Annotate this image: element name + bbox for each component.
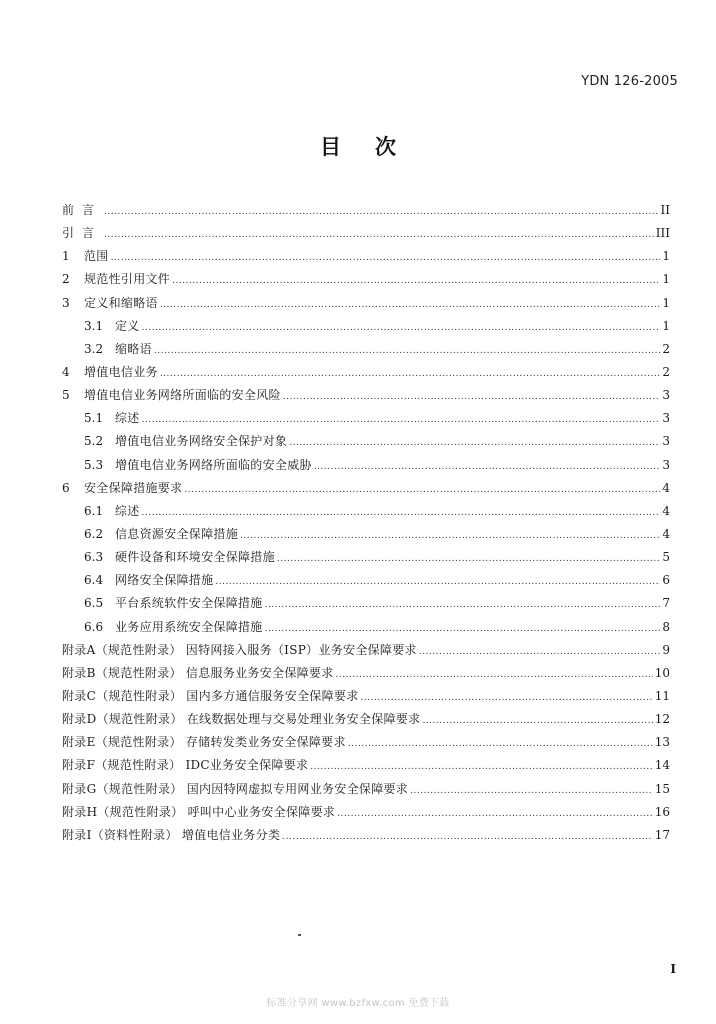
toc-leader-dots xyxy=(104,201,659,224)
toc-entry-page: 8 xyxy=(662,619,670,634)
toc-entry-number: 6.4 xyxy=(84,573,104,588)
toc-entry-page: 10 xyxy=(654,665,670,680)
toc-entry-number: 5 xyxy=(62,388,70,403)
toc-entry-label: 附录H（规范性附录） 呼叫中心业务安全保障要求 xyxy=(62,804,336,819)
toc-entry-page: 12 xyxy=(654,712,670,727)
toc-leader-dots xyxy=(142,409,661,432)
toc-entry[interactable] xyxy=(62,778,670,801)
toc-leader-dots xyxy=(310,756,652,779)
toc-leader-dots xyxy=(282,826,652,849)
toc-entry-label: 附录B（规范性附录） 信息服务业务安全保障要求 xyxy=(62,665,334,680)
toc-entry-label: 网络安全保障措施 xyxy=(115,573,214,588)
toc-entry[interactable] xyxy=(62,731,670,754)
toc-leader-dots xyxy=(348,733,653,756)
toc-leader-dots xyxy=(337,803,653,826)
toc-entry-page: 6 xyxy=(662,573,670,588)
toc-entry-number: 6.3 xyxy=(84,550,104,565)
toc-leader-dots xyxy=(361,687,653,710)
toc-leader-dots xyxy=(142,317,661,340)
toc-leader-dots xyxy=(154,340,660,363)
toc-leader-dots xyxy=(215,571,660,594)
toc-entry-page: 17 xyxy=(654,827,670,842)
toc-entry-number: 6.5 xyxy=(84,596,104,611)
toc-leader-dots xyxy=(104,224,654,247)
toc-leader-dots xyxy=(184,479,660,502)
toc-entry-page: 4 xyxy=(662,526,670,541)
toc-entry-page: 4 xyxy=(662,480,670,495)
toc-entry-label: 附录D（规范性附录） 在线数据处理与交易处理业务安全保障要求 xyxy=(62,712,421,727)
toc-leader-dots xyxy=(289,432,660,455)
toc-entry[interactable] xyxy=(62,500,670,523)
toc-entry-label: 前言 xyxy=(62,203,103,217)
toc-leader-dots xyxy=(160,363,661,386)
toc-entry-page: 16 xyxy=(654,804,670,819)
toc-entry-label: 缩略语 xyxy=(115,341,152,356)
toc-entry-page: 1 xyxy=(662,318,670,333)
toc-entry-page: 1 xyxy=(662,295,670,310)
toc-entry-label: 附录A（规范性附录） 因特网接入服务（ISP）业务安全保障要求 xyxy=(62,642,417,657)
toc-entry-label: 附录C（规范性附录） 国内多方通信服务安全保障要求 xyxy=(62,688,359,703)
toc-entry-label: 平台系统软件安全保障措施 xyxy=(115,596,263,611)
toc-entry[interactable] xyxy=(62,523,670,546)
toc-entry-label: 定义 xyxy=(115,318,140,333)
toc-entry-page: 2 xyxy=(662,341,670,356)
toc-leader-dots xyxy=(277,548,660,571)
toc-entry-page: 3 xyxy=(662,457,670,472)
toc-entry-label: 增值电信业务网络所面临的安全风险 xyxy=(84,388,281,403)
toc-entry-page: 2 xyxy=(662,364,670,379)
toc-entry-label: 业务应用系统安全保障措施 xyxy=(115,619,263,634)
toc-entry-label: 安全保障措施要求 xyxy=(84,480,183,495)
toc-entry-label: 信息资源安全保障措施 xyxy=(115,526,239,541)
toc-entry-page: 1 xyxy=(662,272,670,287)
toc-leader-dots xyxy=(111,247,661,270)
toc-entry-label: 定义和缩略语 xyxy=(84,295,158,310)
toc-entry-number: 3 xyxy=(62,295,70,310)
toc-leader-dots xyxy=(265,594,661,617)
table-of-contents xyxy=(62,199,670,847)
toc-entry[interactable] xyxy=(62,361,670,384)
toc-entry-number: 1 xyxy=(62,249,70,264)
toc-leader-dots xyxy=(419,641,661,664)
toc-leader-dots xyxy=(142,502,661,525)
toc-entry-label: 规范性引用文件 xyxy=(84,272,171,287)
toc-entry[interactable] xyxy=(62,754,670,777)
toc-entry-page: 7 xyxy=(662,596,670,611)
toc-entry-number: 2 xyxy=(62,272,70,287)
toc-entry-number: 6 xyxy=(62,480,70,495)
page-title: 目次 xyxy=(320,135,430,159)
toc-entry[interactable] xyxy=(62,477,670,500)
watermark: 标准分享网 www.bzfxw.com 免费下载 xyxy=(266,998,450,1009)
toc-leader-dots xyxy=(265,618,661,641)
toc-entry[interactable] xyxy=(62,338,670,361)
toc-leader-dots xyxy=(422,710,652,733)
toc-entry[interactable] xyxy=(62,268,670,291)
toc-entry-page: 15 xyxy=(654,781,670,796)
toc-entry[interactable] xyxy=(62,222,670,245)
toc-entry-number: 5.1 xyxy=(84,411,104,426)
toc-entry-label: 综述 xyxy=(115,503,140,518)
toc-entry-number: 3.1 xyxy=(84,318,104,333)
toc-entry-label: 硬件设备和环境安全保障措施 xyxy=(115,550,275,565)
toc-entry[interactable] xyxy=(62,639,670,662)
toc-entry-label: 引言 xyxy=(62,226,103,241)
toc-entry-number: 3.2 xyxy=(84,341,104,356)
toc-entry[interactable] xyxy=(62,245,670,268)
toc-leader-dots xyxy=(283,386,661,409)
toc-entry[interactable] xyxy=(62,407,670,430)
toc-entry-label: 增值电信业务网络安全保护对象 xyxy=(115,434,288,449)
toc-entry[interactable] xyxy=(62,430,670,453)
scan-mark xyxy=(298,934,301,936)
toc-entry-label: 附录E（规范性附录） 存储转发类业务安全保障要求 xyxy=(62,735,346,750)
toc-entry-number: 5.3 xyxy=(84,457,104,472)
toc-leader-dots xyxy=(410,780,653,803)
toc-leader-dots xyxy=(240,525,660,548)
toc-entry[interactable] xyxy=(62,801,670,824)
toc-entry-page: 9 xyxy=(662,642,670,657)
toc-entry-number: 6.1 xyxy=(84,503,104,518)
page-number: I xyxy=(670,962,676,976)
toc-entry[interactable] xyxy=(62,662,670,685)
toc-entry[interactable] xyxy=(62,569,670,592)
toc-entry-page: 13 xyxy=(654,735,670,750)
toc-entry[interactable] xyxy=(62,592,670,615)
toc-entry-label: 附录G（规范性附录） 国内因特网虚拟专用网业务安全保障要求 xyxy=(62,781,409,796)
toc-entry-page: 1 xyxy=(662,249,670,264)
toc-leader-dots xyxy=(172,270,660,293)
toc-leader-dots xyxy=(314,456,661,479)
toc-entry-label: 综述 xyxy=(115,411,140,426)
toc-entry[interactable] xyxy=(62,824,670,847)
toc-entry-number: 6.6 xyxy=(84,619,104,634)
toc-entry[interactable] xyxy=(62,292,670,315)
standard-code: YDN 126-2005 xyxy=(581,74,678,89)
toc-entry[interactable] xyxy=(62,708,670,731)
toc-entry[interactable] xyxy=(62,546,670,569)
toc-entry[interactable] xyxy=(62,199,670,222)
toc-entry-page: 3 xyxy=(662,388,670,403)
toc-entry[interactable] xyxy=(62,315,670,338)
toc-entry-page: 14 xyxy=(654,758,670,773)
toc-leader-dots xyxy=(160,294,661,317)
toc-entry-number: 4 xyxy=(62,364,70,379)
toc-entry-page: 5 xyxy=(662,550,670,565)
toc-entry[interactable] xyxy=(62,384,670,407)
toc-entry-number: 6.2 xyxy=(84,526,104,541)
toc-entry[interactable] xyxy=(62,616,670,639)
toc-leader-dots xyxy=(336,664,653,687)
toc-entry-label: 附录I（资料性附录） 增值电信业务分类 xyxy=(62,827,281,842)
toc-entry-label: 增值电信业务网络所面临的安全威胁 xyxy=(115,457,312,472)
toc-entry-label: 范围 xyxy=(84,249,109,264)
toc-entry[interactable] xyxy=(62,685,670,708)
toc-entry-page: 3 xyxy=(662,411,670,426)
toc-entry-page: 11 xyxy=(654,688,670,703)
toc-entry-page: II xyxy=(660,203,670,217)
toc-entry-number: 5.2 xyxy=(84,434,104,449)
toc-entry-label: 增值电信业务 xyxy=(84,364,158,379)
toc-entry-page: 3 xyxy=(662,434,670,449)
toc-entry-page: III xyxy=(655,226,670,241)
toc-entry-page: 4 xyxy=(662,503,670,518)
toc-entry-label: 附录F（规范性附录） IDC业务安全保障要求 xyxy=(62,758,309,773)
toc-entry[interactable] xyxy=(62,454,670,477)
